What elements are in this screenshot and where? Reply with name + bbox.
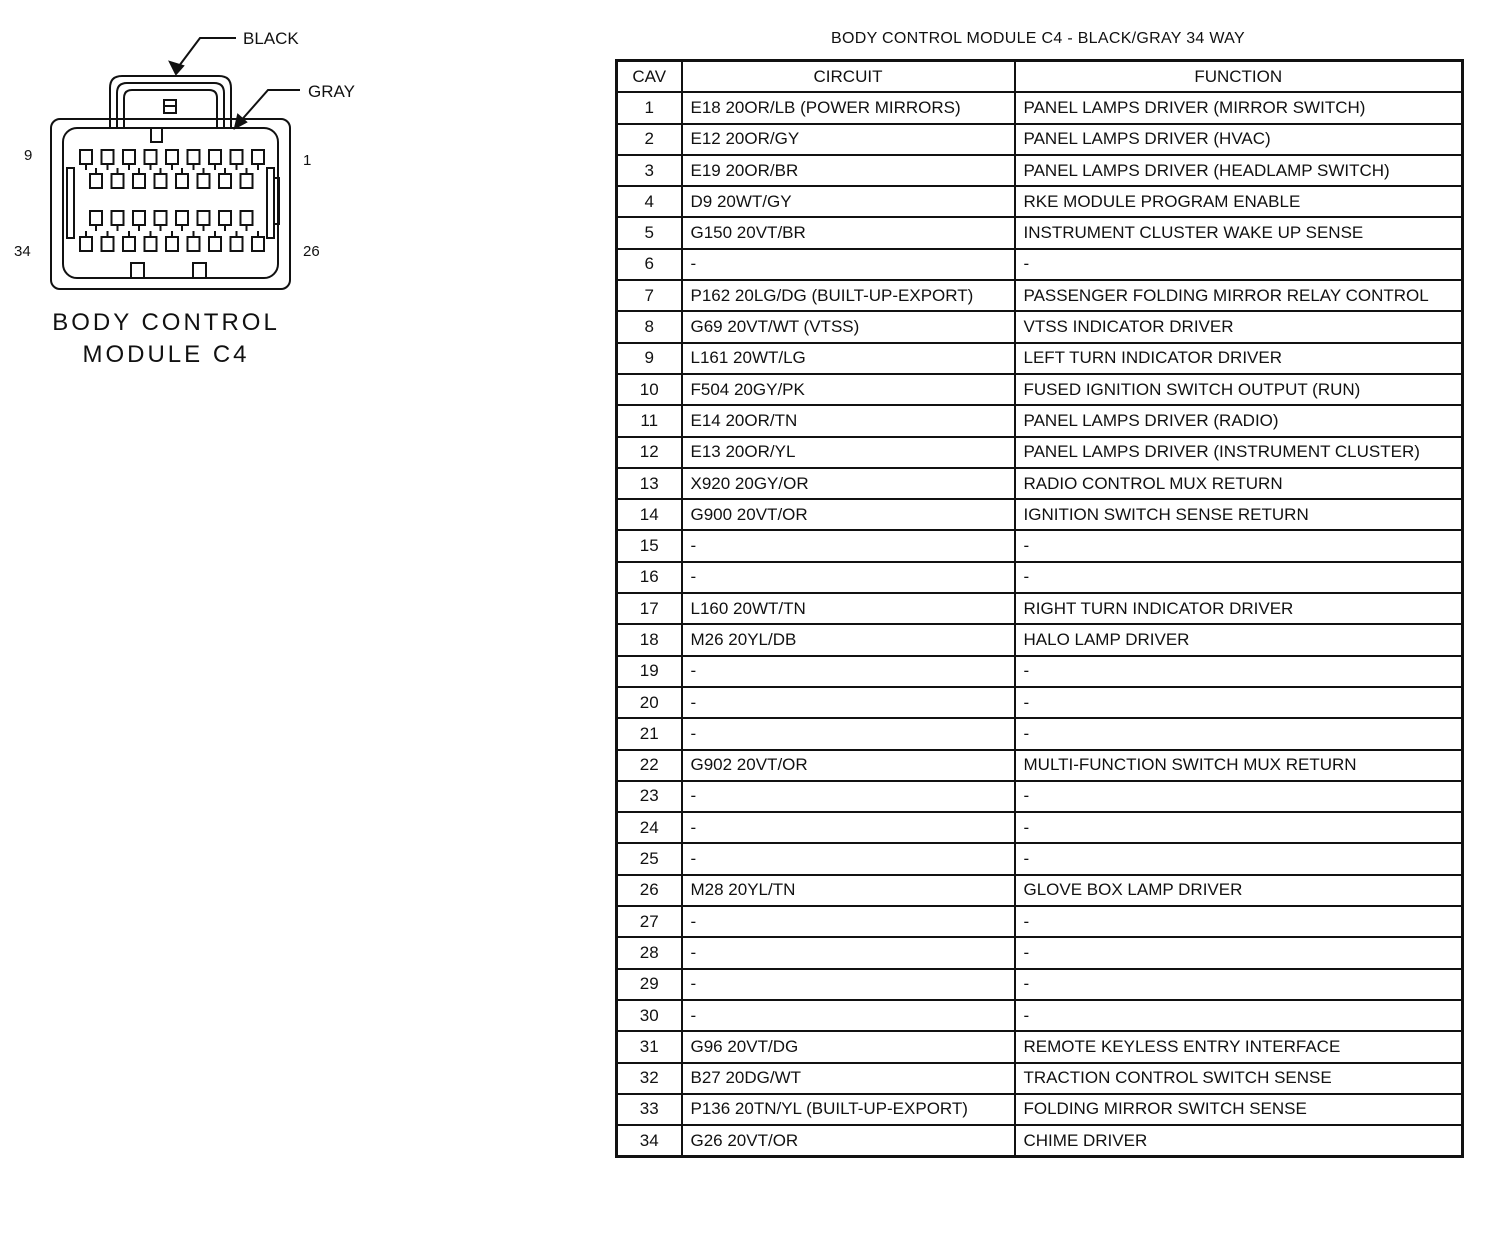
cav-cell: 11	[617, 405, 682, 436]
cav-cell: 21	[617, 718, 682, 749]
table-row	[617, 624, 1463, 655]
table-row	[617, 1000, 1463, 1031]
table-row	[617, 405, 1463, 436]
circuit-cell: E18 20OR/LB (POWER MIRRORS)	[682, 92, 1015, 123]
table-row	[617, 687, 1463, 718]
circuit-cell: E13 20OR/YL	[682, 437, 1015, 468]
circuit-cell: X920 20GY/OR	[682, 468, 1015, 499]
cav-cell: 17	[617, 593, 682, 624]
gray-leader	[235, 90, 300, 128]
function-cell: INSTRUMENT CLUSTER WAKE UP SENSE	[1015, 217, 1463, 248]
cav-cell: 20	[617, 687, 682, 718]
connector-name-line-1: BODY CONTROL	[52, 309, 280, 336]
gray-label: GRAY	[308, 82, 355, 101]
pin-cavity	[90, 211, 102, 225]
pin-cavity	[209, 150, 221, 164]
cav-cell: 27	[617, 906, 682, 937]
pin-cavity	[145, 150, 157, 164]
table-row	[617, 311, 1463, 342]
circuit-cell: -	[682, 969, 1015, 1000]
function-cell: RADIO CONTROL MUX RETURN	[1015, 468, 1463, 499]
pin-cavity	[145, 237, 157, 251]
header-circuit: CIRCUIT	[682, 61, 1015, 93]
circuit-cell: -	[682, 249, 1015, 280]
table-row	[617, 499, 1463, 530]
cav-cell: 7	[617, 280, 682, 311]
cav-cell: 13	[617, 468, 682, 499]
pin-cavity	[133, 211, 145, 225]
cav-cell: 15	[617, 530, 682, 561]
table-row	[617, 280, 1463, 311]
function-cell: HALO LAMP DRIVER	[1015, 624, 1463, 655]
circuit-cell: -	[682, 687, 1015, 718]
cav-cell: 25	[617, 843, 682, 874]
circuit-cell: -	[682, 843, 1015, 874]
table-row	[617, 374, 1463, 405]
cav-cell: 33	[617, 1094, 682, 1125]
pin-cavity	[231, 237, 243, 251]
table-row	[617, 937, 1463, 968]
pin-cavity	[102, 237, 114, 251]
function-cell: FUSED IGNITION SWITCH OUTPUT (RUN)	[1015, 374, 1463, 405]
table-row	[617, 562, 1463, 593]
function-cell: -	[1015, 249, 1463, 280]
function-cell: LEFT TURN INDICATOR DRIVER	[1015, 343, 1463, 374]
circuit-cell: E19 20OR/BR	[682, 155, 1015, 186]
table-row	[617, 1094, 1463, 1125]
cav-cell: 26	[617, 875, 682, 906]
cav-cell: 5	[617, 217, 682, 248]
function-cell: PANEL LAMPS DRIVER (RADIO)	[1015, 405, 1463, 436]
pin-number-26: 26	[303, 243, 320, 260]
function-cell: PANEL LAMPS DRIVER (INSTRUMENT CLUSTER)	[1015, 437, 1463, 468]
circuit-cell: M26 20YL/DB	[682, 624, 1015, 655]
function-cell: FOLDING MIRROR SWITCH SENSE	[1015, 1094, 1463, 1125]
function-cell: IGNITION SWITCH SENSE RETURN	[1015, 499, 1463, 530]
function-cell: -	[1015, 937, 1463, 968]
pin-cavity	[198, 211, 210, 225]
circuit-cell: -	[682, 812, 1015, 843]
circuit-cell: M28 20YL/TN	[682, 875, 1015, 906]
black-leader	[170, 38, 236, 74]
cav-cell: 32	[617, 1063, 682, 1094]
pin-cavity	[231, 150, 243, 164]
table-row	[617, 812, 1463, 843]
circuit-cell: -	[682, 781, 1015, 812]
function-cell: RKE MODULE PROGRAM ENABLE	[1015, 186, 1463, 217]
circuit-cell: E12 20OR/GY	[682, 124, 1015, 155]
table-row	[617, 656, 1463, 687]
pin-cavity	[102, 150, 114, 164]
cav-cell: 14	[617, 499, 682, 530]
table-row	[617, 124, 1463, 155]
function-cell: PANEL LAMPS DRIVER (HVAC)	[1015, 124, 1463, 155]
function-cell: -	[1015, 530, 1463, 561]
pin-cavity	[155, 211, 167, 225]
function-cell: PANEL LAMPS DRIVER (HEADLAMP SWITCH)	[1015, 155, 1463, 186]
pin-cavity	[219, 174, 231, 188]
cav-cell: 8	[617, 311, 682, 342]
circuit-cell: L160 20WT/TN	[682, 593, 1015, 624]
function-cell: VTSS INDICATOR DRIVER	[1015, 311, 1463, 342]
pin-cavity	[80, 150, 92, 164]
circuit-cell: G96 20VT/DG	[682, 1031, 1015, 1062]
pin-cavity	[176, 211, 188, 225]
cav-cell: 18	[617, 624, 682, 655]
pin-cavity	[188, 237, 200, 251]
pin-cavity	[123, 237, 135, 251]
circuit-cell: G902 20VT/OR	[682, 750, 1015, 781]
circuit-cell: -	[682, 1000, 1015, 1031]
cav-cell: 1	[617, 92, 682, 123]
function-cell: -	[1015, 781, 1463, 812]
cav-cell: 3	[617, 155, 682, 186]
cav-cell: 2	[617, 124, 682, 155]
circuit-cell: E14 20OR/TN	[682, 405, 1015, 436]
function-cell: CHIME DRIVER	[1015, 1125, 1463, 1157]
pin-cavity	[241, 211, 253, 225]
cav-cell: 29	[617, 969, 682, 1000]
table-row	[617, 186, 1463, 217]
header-function: FUNCTION	[1015, 61, 1463, 93]
pin-number-1: 1	[303, 152, 312, 169]
table-row	[617, 969, 1463, 1000]
cav-cell: 19	[617, 656, 682, 687]
connector-name-line-2: MODULE C4	[82, 341, 250, 368]
pin-cavity	[80, 237, 92, 251]
table-row	[617, 437, 1463, 468]
pin-cavity	[241, 174, 253, 188]
table-row	[617, 530, 1463, 561]
pin-cavity	[176, 174, 188, 188]
cav-cell: 30	[617, 1000, 682, 1031]
circuit-cell: G69 20VT/WT (VTSS)	[682, 311, 1015, 342]
pin-cavity	[219, 211, 231, 225]
function-cell: GLOVE BOX LAMP DRIVER	[1015, 875, 1463, 906]
cav-cell: 24	[617, 812, 682, 843]
circuit-cell: -	[682, 562, 1015, 593]
circuit-cell: -	[682, 906, 1015, 937]
circuit-cell: -	[682, 530, 1015, 561]
function-cell: TRACTION CONTROL SWITCH SENSE	[1015, 1063, 1463, 1094]
pin-number-9: 9	[24, 147, 33, 164]
function-cell: -	[1015, 812, 1463, 843]
circuit-cell: -	[682, 718, 1015, 749]
function-cell: REMOTE KEYLESS ENTRY INTERFACE	[1015, 1031, 1463, 1062]
pinout-table	[615, 59, 1464, 1158]
pin-cavities	[80, 150, 264, 251]
function-cell: -	[1015, 718, 1463, 749]
table-row	[617, 249, 1463, 280]
function-cell: -	[1015, 1000, 1463, 1031]
function-cell: -	[1015, 906, 1463, 937]
pin-cavity	[90, 174, 102, 188]
table-title: BODY CONTROL MODULE C4 - BLACK/GRAY 34 WAY	[831, 30, 1245, 47]
cav-cell: 6	[617, 249, 682, 280]
table-header-row	[617, 61, 1463, 93]
circuit-cell: L161 20WT/LG	[682, 343, 1015, 374]
circuit-cell: D9 20WT/GY	[682, 186, 1015, 217]
cav-cell: 28	[617, 937, 682, 968]
pin-cavity	[155, 174, 167, 188]
pin-cavity	[252, 150, 264, 164]
cav-cell: 31	[617, 1031, 682, 1062]
circuit-cell: F504 20GY/PK	[682, 374, 1015, 405]
function-cell: PASSENGER FOLDING MIRROR RELAY CONTROL	[1015, 280, 1463, 311]
pin-cavity	[252, 237, 264, 251]
circuit-cell: P162 20LG/DG (BUILT-UP-EXPORT)	[682, 280, 1015, 311]
connector-body	[51, 76, 290, 289]
circuit-cell: G150 20VT/BR	[682, 217, 1015, 248]
function-cell: RIGHT TURN INDICATOR DRIVER	[1015, 593, 1463, 624]
pin-cavity	[133, 174, 145, 188]
pin-number-34: 34	[14, 243, 31, 260]
cav-cell: 12	[617, 437, 682, 468]
function-cell: -	[1015, 843, 1463, 874]
pin-cavity	[198, 174, 210, 188]
table-row	[617, 593, 1463, 624]
circuit-cell: B27 20DG/WT	[682, 1063, 1015, 1094]
header-cav: CAV	[617, 61, 682, 93]
table-row	[617, 750, 1463, 781]
table-row	[617, 92, 1463, 123]
black-label: BLACK	[243, 29, 299, 48]
pin-cavity	[112, 211, 124, 225]
function-cell: -	[1015, 687, 1463, 718]
circuit-cell: P136 20TN/YL (BUILT-UP-EXPORT)	[682, 1094, 1015, 1125]
function-cell: -	[1015, 562, 1463, 593]
pin-cavity	[188, 150, 200, 164]
table-row	[617, 155, 1463, 186]
table-row	[617, 468, 1463, 499]
pin-cavity	[123, 150, 135, 164]
circuit-cell: G26 20VT/OR	[682, 1125, 1015, 1157]
function-cell: MULTI-FUNCTION SWITCH MUX RETURN	[1015, 750, 1463, 781]
circuit-cell: -	[682, 656, 1015, 687]
table-row	[617, 1031, 1463, 1062]
pin-cavity	[112, 174, 124, 188]
cav-cell: 34	[617, 1125, 682, 1157]
cav-cell: 23	[617, 781, 682, 812]
table-row	[617, 718, 1463, 749]
pin-cavity	[166, 150, 178, 164]
cav-cell: 16	[617, 562, 682, 593]
pinout-table-body	[617, 92, 1463, 1157]
cav-cell: 22	[617, 750, 682, 781]
function-cell: -	[1015, 656, 1463, 687]
pin-cavity	[166, 237, 178, 251]
table-row	[617, 781, 1463, 812]
table-row	[617, 217, 1463, 248]
function-cell: PANEL LAMPS DRIVER (MIRROR SWITCH)	[1015, 92, 1463, 123]
table-row	[617, 1125, 1463, 1157]
table-row	[617, 1063, 1463, 1094]
connector-diagram	[0, 0, 420, 380]
function-cell: -	[1015, 969, 1463, 1000]
table-row	[617, 875, 1463, 906]
cav-cell: 4	[617, 186, 682, 217]
table-row	[617, 906, 1463, 937]
cav-cell: 10	[617, 374, 682, 405]
table-row	[617, 343, 1463, 374]
circuit-cell: G900 20VT/OR	[682, 499, 1015, 530]
pin-cavity	[209, 237, 221, 251]
circuit-cell: -	[682, 937, 1015, 968]
table-row	[617, 843, 1463, 874]
cav-cell: 9	[617, 343, 682, 374]
